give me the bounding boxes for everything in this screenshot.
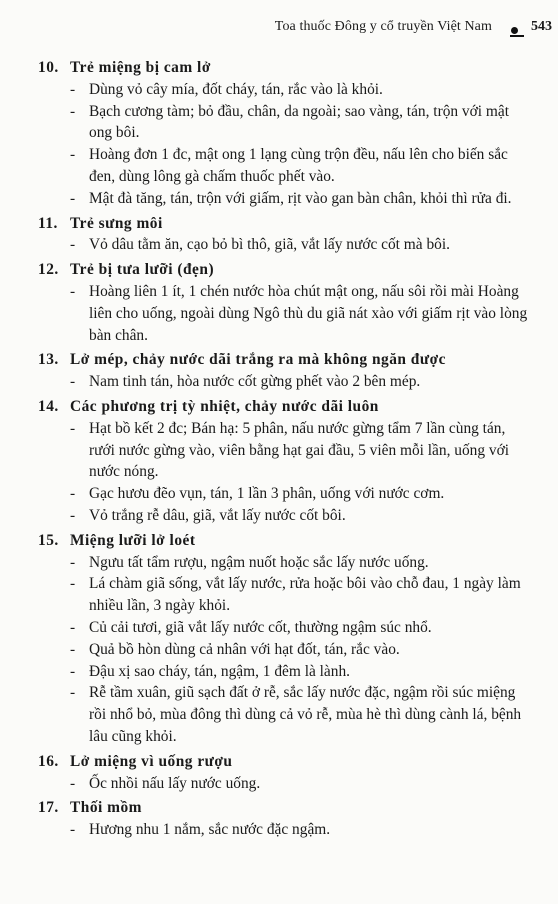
dash-bullet: - — [70, 236, 76, 254]
remedy-section — [38, 396, 528, 527]
remedy-item — [38, 682, 528, 747]
remedy-list — [38, 234, 528, 256]
remedy-item — [38, 188, 528, 210]
section-number: 14. — [38, 397, 59, 415]
section-number: 17. — [38, 799, 59, 817]
page-body — [38, 57, 528, 844]
remedy-section — [38, 530, 528, 748]
remedy-section — [38, 259, 528, 346]
dash-bullet: - — [70, 684, 76, 702]
remedy-text: Ngưu tất tẩm rượu, ngậm nuốt hoặc sắc lấy nước uống. — [89, 553, 429, 571]
remedy-text: Vỏ trắng rễ dâu, giã, vắt lấy nước cốt bôi. — [89, 506, 346, 524]
dash-bullet: - — [70, 821, 76, 839]
remedy-item — [38, 552, 528, 574]
remedy-text: Quả bồ hòn dùng cả nhân với hạt đốt, tán, rắc vào. — [89, 640, 400, 658]
remedy-text: Rễ tầm xuân, giũ sạch đất ở rễ, sắc lấy nước đặc, ngậm rồi súc miệng rồi nhổ bỏ, mùa đông thì dùng cả vỏ rễ, mùa hè thì dùng cành lá, bệnh lâu cũng khỏi. — [89, 684, 522, 745]
remedy-item — [38, 371, 528, 393]
section-heading — [38, 57, 528, 79]
remedy-item — [38, 79, 528, 101]
dash-bullet: - — [70, 373, 76, 391]
header-dot-icon — [511, 27, 518, 34]
remedy-item — [38, 573, 528, 617]
remedy-item — [38, 234, 528, 256]
section-heading — [38, 797, 528, 819]
remedy-text: Vỏ dâu tằm ăn, cạo bỏ bì thô, giã, vắt lấy nước cốt mà bôi. — [89, 236, 450, 254]
dash-bullet: - — [70, 189, 76, 207]
remedy-item — [38, 505, 528, 527]
remedy-text: Hoàng liên 1 ít, 1 chén nước hòa chút mật ong, nấu sôi rồi mài Hoàng liên cho uống, ngoài dùng Ngô thù du giã nát xào với giấm rịt vào lòng bàn chân. — [89, 282, 528, 344]
section-heading — [38, 259, 528, 281]
section-heading — [38, 751, 528, 773]
remedy-item — [38, 418, 528, 483]
remedy-section — [38, 797, 528, 841]
dash-bullet: - — [70, 506, 76, 524]
remedy-text: Dùng vỏ cây mía, đốt cháy, tán, rắc vào là khỏi. — [89, 80, 383, 98]
remedy-text: Hạt bồ kết 2 đc; Bán hạ: 5 phân, nấu nước gừng tẩm 7 lần cùng tán, rưới nước gừng vào, viên bằng hạt gai đầu, 5 viên mỗi lần, uống với nước nóng. — [89, 419, 510, 481]
remedy-text: Củ cải tươi, giã vắt lấy nước cốt, thường ngậm súc nhổ. — [89, 618, 432, 636]
section-title: Trẻ miệng bị cam lở — [70, 59, 211, 76]
section-title: Thối mồm — [70, 799, 142, 817]
dash-bullet: - — [70, 553, 76, 571]
section-title: Lở mép, chảy nước dãi trắng ra mà không ngăn được — [70, 351, 446, 369]
section-number: 15. — [38, 531, 59, 549]
running-title: Toa thuốc Đông y cổ truyền Việt Nam — [274, 19, 492, 34]
section-heading — [38, 213, 528, 235]
dash-bullet: - — [70, 662, 76, 680]
remedy-text: Đậu xị sao cháy, tán, ngậm, 1 đêm là lành. — [89, 662, 350, 680]
header-divider — [510, 35, 524, 37]
remedy-section — [38, 213, 528, 257]
remedy-item — [38, 639, 528, 661]
remedy-list — [38, 281, 528, 346]
dash-bullet: - — [70, 618, 76, 636]
remedy-item — [38, 144, 528, 188]
section-number: 10. — [38, 59, 59, 76]
section-title: Trẻ bị tưa lưỡi (đẹn) — [70, 261, 215, 279]
dash-bullet: - — [70, 640, 76, 658]
remedy-list — [38, 79, 528, 210]
remedy-item — [38, 101, 528, 145]
dash-bullet: - — [70, 282, 76, 300]
remedy-list — [38, 418, 528, 527]
section-title: Lở miệng vì uống rượu — [70, 752, 233, 770]
dash-bullet: - — [70, 485, 76, 503]
remedy-section — [38, 751, 528, 795]
remedy-section — [38, 57, 528, 210]
remedy-text: Gạc hươu đẽo vụn, tán, 1 lần 3 phân, uống với nước cơm. — [89, 485, 445, 503]
remedy-text: Ốc nhồi nấu lấy nước uống. — [89, 774, 261, 792]
remedy-text: Nam tinh tán, hòa nước cốt gừng phết vào 2 bên mép. — [89, 373, 421, 391]
remedy-item — [38, 281, 528, 346]
section-title: Các phương trị tỳ nhiệt, chảy nước dãi luôn — [70, 397, 379, 415]
remedy-item — [38, 773, 528, 795]
section-heading — [38, 530, 528, 552]
dash-bullet: - — [70, 575, 76, 593]
remedy-item — [38, 483, 528, 505]
remedy-item — [38, 819, 528, 841]
section-title: Miệng lưỡi lở loét — [70, 531, 196, 549]
remedy-section — [38, 349, 528, 393]
page-header — [0, 17, 558, 41]
section-number: 11. — [38, 214, 58, 232]
remedy-item — [38, 661, 528, 683]
dash-bullet: - — [70, 419, 76, 437]
dash-bullet: - — [70, 146, 76, 164]
dash-bullet: - — [70, 102, 76, 120]
remedy-list — [38, 371, 528, 393]
remedy-text: Hương nhu 1 nắm, sắc nước đặc ngậm. — [89, 821, 331, 839]
remedy-text: Bạch cương tàm; bỏ đầu, chân, da ngoài; sao vàng, tán, trộn với mật ong bôi. — [89, 102, 509, 142]
section-heading — [38, 396, 528, 418]
remedy-text: Lá chàm giã sống, vắt lấy nước, rửa hoặc bôi vào chỗ đau, 1 ngày làm nhiều lần, 3 ngày khỏi. — [89, 575, 521, 615]
remedy-list — [38, 819, 528, 841]
dash-bullet: - — [70, 774, 76, 792]
dash-bullet: - — [70, 80, 76, 98]
section-number: 13. — [38, 351, 59, 369]
section-title: Trẻ sưng môi — [70, 214, 163, 232]
remedy-list — [38, 552, 528, 748]
remedy-item — [38, 617, 528, 639]
remedy-text: Mật đà tăng, tán, trộn với giấm, rịt vào gan bàn chân, khỏi thì rửa đi. — [89, 189, 512, 207]
section-number: 12. — [38, 261, 59, 279]
section-number: 16. — [38, 752, 59, 770]
section-heading — [38, 349, 528, 371]
remedy-text: Hoàng đơn 1 đc, mật ong 1 lạng cùng trộn đều, nấu lên cho biến sắc đen, dùng lông gà chấm thuốc phết vào. — [89, 146, 508, 185]
remedy-list — [38, 773, 528, 795]
page-number: 543 — [531, 19, 552, 34]
